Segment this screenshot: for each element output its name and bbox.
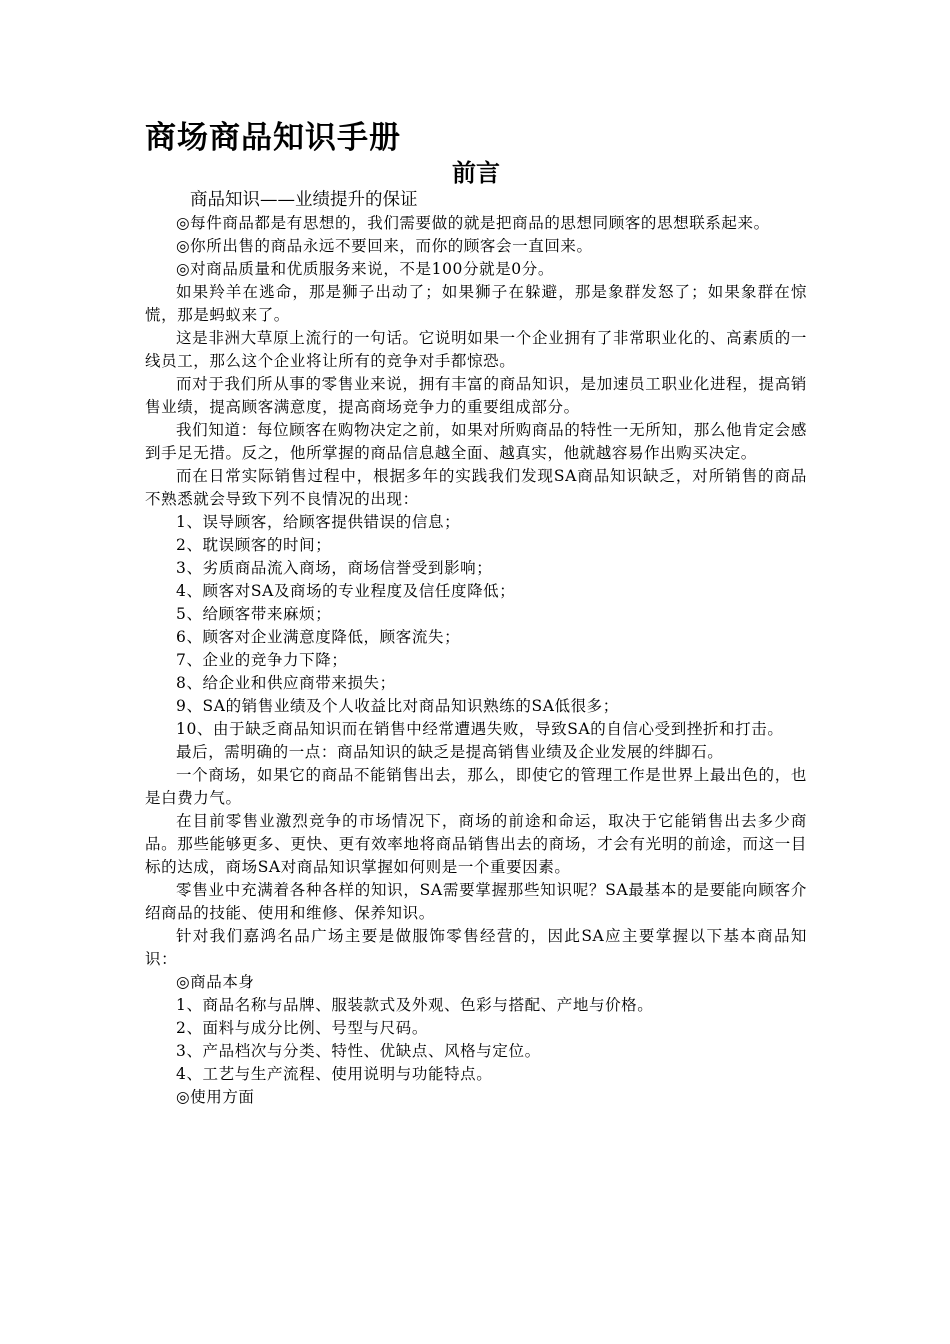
document-page [145, 118, 807, 1109]
paragraph: 如果羚羊在逃命，那是狮子出动了；如果狮子在躲避，那是象群发怒了；如果象群在惊慌，那是蚂蚁来了。 [145, 283, 807, 324]
document-subtitle: 前言 [452, 159, 500, 187]
paragraph: ◎你所出售的商品永远不要回来，而你的顾客会一直回来。 [176, 237, 593, 255]
list-item: 7、企业的竞争力下降； [176, 651, 348, 669]
paragraph: ◎每件商品都是有思想的，我们需要做的就是把商品的思想同顾客的思想联系起来。 [176, 214, 770, 232]
paragraph: 而在日常实际销售过程中，根据多年的实践我们发现SA商品知识缺乏，对所销售的商品不熟悉就会导致下列不良情况的出现： [145, 467, 807, 508]
document-title: 商场商品知识手册 [145, 120, 401, 156]
list-item: 2、耽误顾客的时间； [176, 536, 332, 554]
paragraph: 一个商场，如果它的商品不能销售出去，那么，即使它的管理工作是世界上最出色的，也是白费力气。 [145, 766, 807, 807]
paragraph: 这是非洲大草原上流行的一句话。它说明如果一个企业拥有了非常职业化的、高素质的一线员工，那么这个企业将让所有的竞争对手都惊恐。 [145, 329, 807, 370]
list-item: 2、面料与成分比例、号型与尺码。 [176, 1019, 428, 1037]
list-item: 5、给顾客带来麻烦； [176, 605, 332, 623]
list-item: 3、劣质商品流入商场，商场信誉受到影响； [176, 559, 493, 577]
paragraph: 我们知道：每位顾客在购物决定之前，如果对所购商品的特性一无所知，那么他肯定会感到手足无措。反之，他所掌握的商品信息越全面、越真实，他就越容易作出购买决定。 [145, 421, 807, 462]
paragraph: 在目前零售业激烈竞争的市场情况下，商场的前途和命运，取决于它能销售出去多少商品。那些能够更多、更快、更有效率地将商品销售出去的商场，才会有光明的前途，而这一目标的达成，商场SA对商品知识掌握如何则是一个重要因素。 [145, 812, 807, 876]
list-item: 1、商品名称与品牌、服装款式及外观、色彩与搭配、产地与价格。 [176, 996, 654, 1014]
list-item: 9、SA的销售业绩及个人收益比对商品知识熟练的SA低很多； [176, 697, 619, 715]
paragraph: 针对我们嘉鸿名品广场主要是做服饰零售经营的，因此SA应主要掌握以下基本商品知识： [145, 927, 807, 968]
list-item: 1、误导顾客，给顾客提供错误的信息； [176, 513, 461, 531]
list-item: 3、产品档次与分类、特性、优缺点、风格与定位。 [176, 1042, 541, 1060]
paragraph: 最后，需明确的一点：商品知识的缺乏是提高销售业绩及企业发展的绊脚石。 [176, 743, 724, 761]
list-item: 4、顾客对SA及商场的专业程度及信任度降低； [176, 582, 516, 600]
subsection-heading: ◎商品本身 [176, 973, 255, 991]
paragraph: ◎对商品质量和优质服务来说，不是100分就是0分。 [176, 260, 554, 278]
subsection-heading: ◎使用方面 [176, 1088, 255, 1106]
list-item: 8、给企业和供应商带来损失； [176, 674, 396, 692]
section-heading: 商品知识——业绩提升的保证 [190, 190, 418, 210]
list-item: 10、由于缺乏商品知识而在销售中经常遭遇失败，导致SA的自信心受到挫折和打击。 [176, 720, 784, 738]
list-item: 4、工艺与生产流程、使用说明与功能特点。 [176, 1065, 493, 1083]
paragraph: 零售业中充满着各种各样的知识，SA需要掌握那些知识呢？SA最基本的是要能向顾客介绍商品的技能、使用和维修、保养知识。 [145, 881, 807, 922]
list-item: 6、顾客对企业满意度降低，顾客流失； [176, 628, 461, 646]
paragraph: 而对于我们所从事的零售业来说，拥有丰富的商品知识，是加速员工职业化进程，提高销售业绩，提高顾客满意度，提高商场竞争力的重要组成部分。 [145, 375, 807, 416]
